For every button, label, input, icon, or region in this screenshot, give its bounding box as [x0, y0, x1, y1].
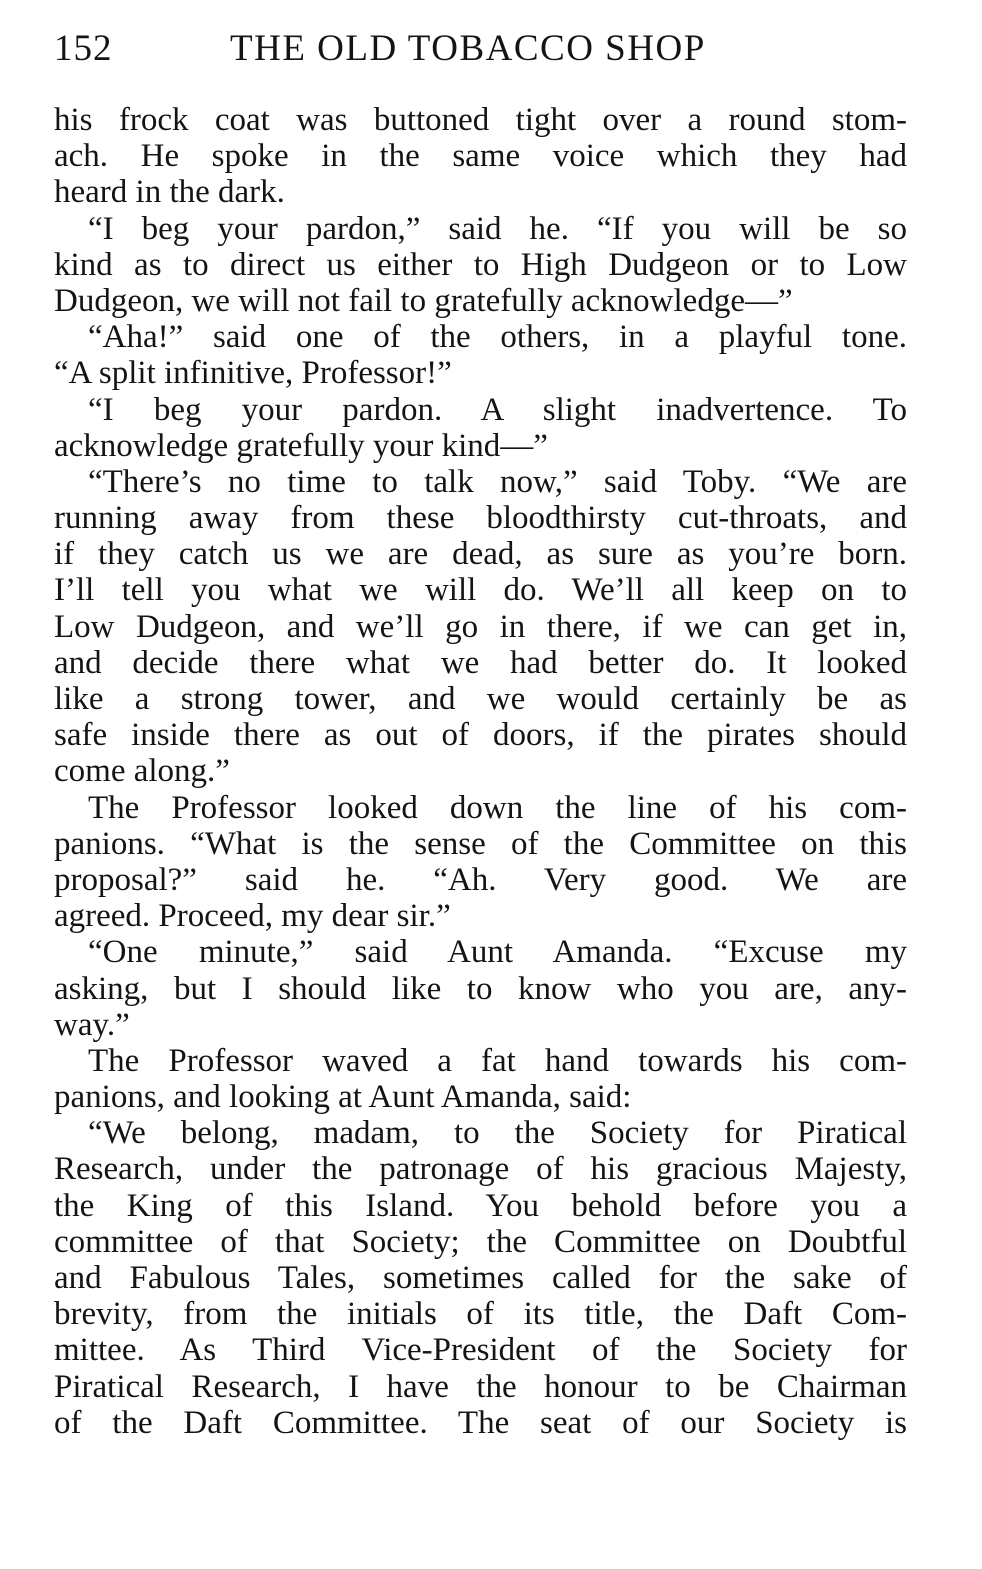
text-line: and Fabulous Tales, sometimes called for the sake of: [54, 1260, 907, 1296]
text-line: way.”: [54, 1006, 130, 1043]
text-line: “There’s no time to talk now,” said Toby. “We are: [88, 463, 907, 500]
text-line: brevity, from the initials of its title, the Daft Com-: [54, 1296, 907, 1333]
text-line: panions. “What is the sense of the Committee on this: [54, 825, 907, 862]
text-line: and decide there what we had better do. It looked: [54, 644, 907, 681]
text-line: mittee. As Third Vice-President of the Society for: [54, 1332, 907, 1369]
text-line: asking, but I should like to know who you are, any-: [54, 970, 907, 1007]
text-line: “One minute,” said Aunt Amanda. “Excuse my: [88, 934, 907, 971]
text-line: Low Dudgeon, and we’ll go in there, if we can get in,: [54, 608, 907, 645]
text-line: panions, and looking at Aunt Amanda, said:: [54, 1079, 632, 1116]
text-line: “I beg your pardon. A slight inadvertence. To: [88, 391, 907, 428]
running-title: THE OLD TOBACCO SHOP: [230, 28, 706, 69]
text-line: acknowledge gratefully your kind—”: [54, 427, 548, 464]
text-line: “We belong, madam, to the Society for Piratical: [88, 1115, 907, 1152]
text-line: “I beg your pardon,” said he. “If you will be so: [88, 210, 907, 247]
text-line: The Professor looked down the line of his com-: [88, 789, 907, 826]
body-text: [54, 102, 907, 1441]
book-page: [54, 26, 907, 1441]
text-line: “A split infinitive, Professor!”: [54, 355, 452, 392]
text-line: agreed. Proceed, my dear sir.”: [54, 898, 451, 935]
text-line: running away from these bloodthirsty cut-throats, and: [54, 500, 907, 537]
text-line: if they catch us we are dead, as sure as you’re born.: [54, 536, 907, 573]
text-line: his frock coat was buttoned tight over a round stom-: [54, 102, 907, 138]
text-line: safe inside there as out of doors, if the pirates should: [54, 717, 907, 754]
text-line: Dudgeon, we will not fail to gratefully acknowledge—”: [54, 282, 793, 319]
text-line: like a strong tower, and we would certainly be as: [54, 681, 907, 717]
text-line: the King of this Island. You behold before you a: [54, 1187, 907, 1224]
text-line: proposal?” said he. “Ah. Very good. We are: [54, 861, 907, 898]
text-line: heard in the dark.: [54, 174, 285, 211]
page-number: 152: [54, 28, 113, 69]
text-line: committee of that Society; the Committee on Doubtful: [54, 1223, 907, 1260]
text-line: I’ll tell you what we will do. We’ll all keep on to: [54, 572, 907, 609]
text-line: of the Daft Committee. The seat of our Society is: [54, 1404, 907, 1441]
text-line: Piratical Research, I have the honour to be Chairman: [54, 1368, 907, 1405]
text-line: “Aha!” said one of the others, in a playful tone.: [88, 319, 907, 356]
text-line: kind as to direct us either to High Dudgeon or to Low: [54, 246, 907, 283]
text-line: come along.”: [54, 753, 230, 790]
text-line: The Professor waved a fat hand towards his com-: [88, 1042, 907, 1079]
text-line: ach. He spoke in the same voice which they had: [54, 138, 907, 175]
running-header: [54, 26, 907, 72]
text-line: Research, under the patronage of his gracious Majesty,: [54, 1151, 907, 1188]
